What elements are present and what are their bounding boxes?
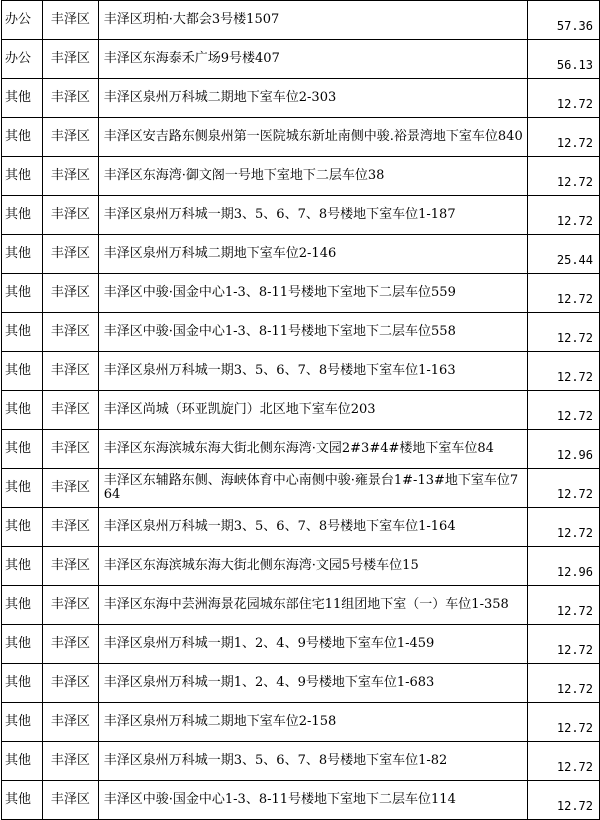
cell-type: 其他 [2, 742, 43, 781]
cell-district: 丰泽区 [42, 352, 98, 391]
cell-address: 丰泽区玥柏·大都会3号楼1507 [98, 1, 527, 40]
table-row [2, 40, 600, 79]
cell-area: 25.44 [528, 235, 600, 274]
cell-type: 其他 [2, 391, 43, 430]
cell-district: 丰泽区 [42, 508, 98, 547]
cell-address: 丰泽区泉州万科城一期3、5、6、7、8号楼地下室车位1-164 [98, 508, 527, 547]
table-row [2, 781, 600, 820]
cell-address: 丰泽区泉州万科城一期3、5、6、7、8号楼地下室车位1-82 [98, 742, 527, 781]
cell-type: 其他 [2, 196, 43, 235]
table-row [2, 118, 600, 157]
cell-address: 丰泽区泉州万科城一期3、5、6、7、8号楼地下室车位1-187 [98, 196, 527, 235]
table-row [2, 508, 600, 547]
cell-address: 丰泽区东海泰禾广场9号楼407 [98, 40, 527, 79]
cell-type: 其他 [2, 79, 43, 118]
table-row [2, 313, 600, 352]
cell-type: 其他 [2, 274, 43, 313]
cell-type: 其他 [2, 469, 43, 508]
cell-address: 丰泽区尚城（环亚凯旋门）北区地下室车位203 [98, 391, 527, 430]
cell-type: 其他 [2, 313, 43, 352]
cell-area: 12.72 [528, 742, 600, 781]
table-row [2, 547, 600, 586]
cell-district: 丰泽区 [42, 664, 98, 703]
cell-area: 12.72 [528, 352, 600, 391]
cell-address: 丰泽区东海滨城东海大街北侧东海湾·文园5号楼车位15 [98, 547, 527, 586]
cell-area: 12.72 [528, 118, 600, 157]
cell-area: 12.72 [528, 703, 600, 742]
table-row [2, 391, 600, 430]
cell-district: 丰泽区 [42, 469, 98, 508]
cell-area: 12.96 [528, 547, 600, 586]
cell-area: 12.72 [528, 391, 600, 430]
cell-area: 12.96 [528, 430, 600, 469]
table-row [2, 469, 600, 508]
cell-area: 12.72 [528, 664, 600, 703]
cell-district: 丰泽区 [42, 781, 98, 820]
cell-type: 其他 [2, 118, 43, 157]
cell-area: 12.72 [528, 313, 600, 352]
cell-type: 其他 [2, 547, 43, 586]
cell-district: 丰泽区 [42, 703, 98, 742]
cell-address: 丰泽区安吉路东侧泉州第一医院城东新址南侧中骏.裕景湾地下室车位840 [98, 118, 527, 157]
cell-district: 丰泽区 [42, 235, 98, 274]
cell-type: 其他 [2, 430, 43, 469]
cell-district: 丰泽区 [42, 742, 98, 781]
table-row [2, 586, 600, 625]
table-row [2, 1, 600, 40]
cell-address: 丰泽区东海湾·御文阁一号地下室地下二层车位38 [98, 157, 527, 196]
cell-district: 丰泽区 [42, 196, 98, 235]
cell-district: 丰泽区 [42, 1, 98, 40]
table-row [2, 625, 600, 664]
cell-type: 其他 [2, 352, 43, 391]
cell-type: 其他 [2, 664, 43, 703]
cell-address: 丰泽区泉州万科城一期1、2、4、9号楼地下室车位1-683 [98, 664, 527, 703]
cell-area: 12.72 [528, 469, 600, 508]
cell-district: 丰泽区 [42, 625, 98, 664]
property-table [1, 0, 600, 820]
cell-area: 12.72 [528, 79, 600, 118]
cell-address: 丰泽区泉州万科城一期3、5、6、7、8号楼地下室车位1-163 [98, 352, 527, 391]
table-row [2, 196, 600, 235]
table-row [2, 79, 600, 118]
table-row [2, 352, 600, 391]
table-row [2, 274, 600, 313]
cell-address: 丰泽区泉州万科城二期地下室车位2-158 [98, 703, 527, 742]
table-row [2, 703, 600, 742]
cell-district: 丰泽区 [42, 79, 98, 118]
cell-address: 丰泽区中骏·国金中心1-3、8-11号楼地下室地下二层车位559 [98, 274, 527, 313]
table-row [2, 430, 600, 469]
cell-area: 12.72 [528, 274, 600, 313]
cell-area: 12.72 [528, 586, 600, 625]
cell-type: 办公 [2, 1, 43, 40]
cell-area: 57.36 [528, 1, 600, 40]
cell-area: 56.13 [528, 40, 600, 79]
cell-district: 丰泽区 [42, 430, 98, 469]
cell-address: 丰泽区泉州万科城一期1、2、4、9号楼地下室车位1-459 [98, 625, 527, 664]
cell-area: 12.72 [528, 157, 600, 196]
cell-district: 丰泽区 [42, 586, 98, 625]
cell-district: 丰泽区 [42, 313, 98, 352]
cell-district: 丰泽区 [42, 118, 98, 157]
table-body [2, 1, 600, 820]
cell-district: 丰泽区 [42, 157, 98, 196]
cell-address: 丰泽区泉州万科城二期地下室车位2-146 [98, 235, 527, 274]
cell-type: 其他 [2, 508, 43, 547]
cell-district: 丰泽区 [42, 274, 98, 313]
cell-type: 其他 [2, 781, 43, 820]
cell-type: 其他 [2, 157, 43, 196]
cell-area: 12.72 [528, 196, 600, 235]
cell-area: 12.72 [528, 508, 600, 547]
cell-address: 丰泽区泉州万科城二期地下室车位2-303 [98, 79, 527, 118]
table-row [2, 235, 600, 274]
table-row [2, 664, 600, 703]
cell-area: 12.72 [528, 625, 600, 664]
cell-address: 丰泽区东辅路东侧、海峡体育中心南侧中骏·雍景台1#-13#地下室车位764 [98, 469, 527, 508]
cell-type: 其他 [2, 703, 43, 742]
cell-type: 其他 [2, 625, 43, 664]
cell-area: 12.72 [528, 781, 600, 820]
table-row [2, 742, 600, 781]
cell-type: 其他 [2, 235, 43, 274]
cell-type: 其他 [2, 586, 43, 625]
cell-address: 丰泽区东海中芸洲海景花园城东部住宅11组团地下室（一）车位1-358 [98, 586, 527, 625]
cell-address: 丰泽区中骏·国金中心1-3、8-11号楼地下室地下二层车位558 [98, 313, 527, 352]
cell-type: 办公 [2, 40, 43, 79]
cell-district: 丰泽区 [42, 40, 98, 79]
cell-address: 丰泽区中骏·国金中心1-3、8-11号楼地下室地下二层车位114 [98, 781, 527, 820]
cell-address: 丰泽区东海滨城东海大街北侧东海湾·文园2#3#4#楼地下室车位84 [98, 430, 527, 469]
cell-district: 丰泽区 [42, 547, 98, 586]
table-row [2, 157, 600, 196]
cell-district: 丰泽区 [42, 391, 98, 430]
